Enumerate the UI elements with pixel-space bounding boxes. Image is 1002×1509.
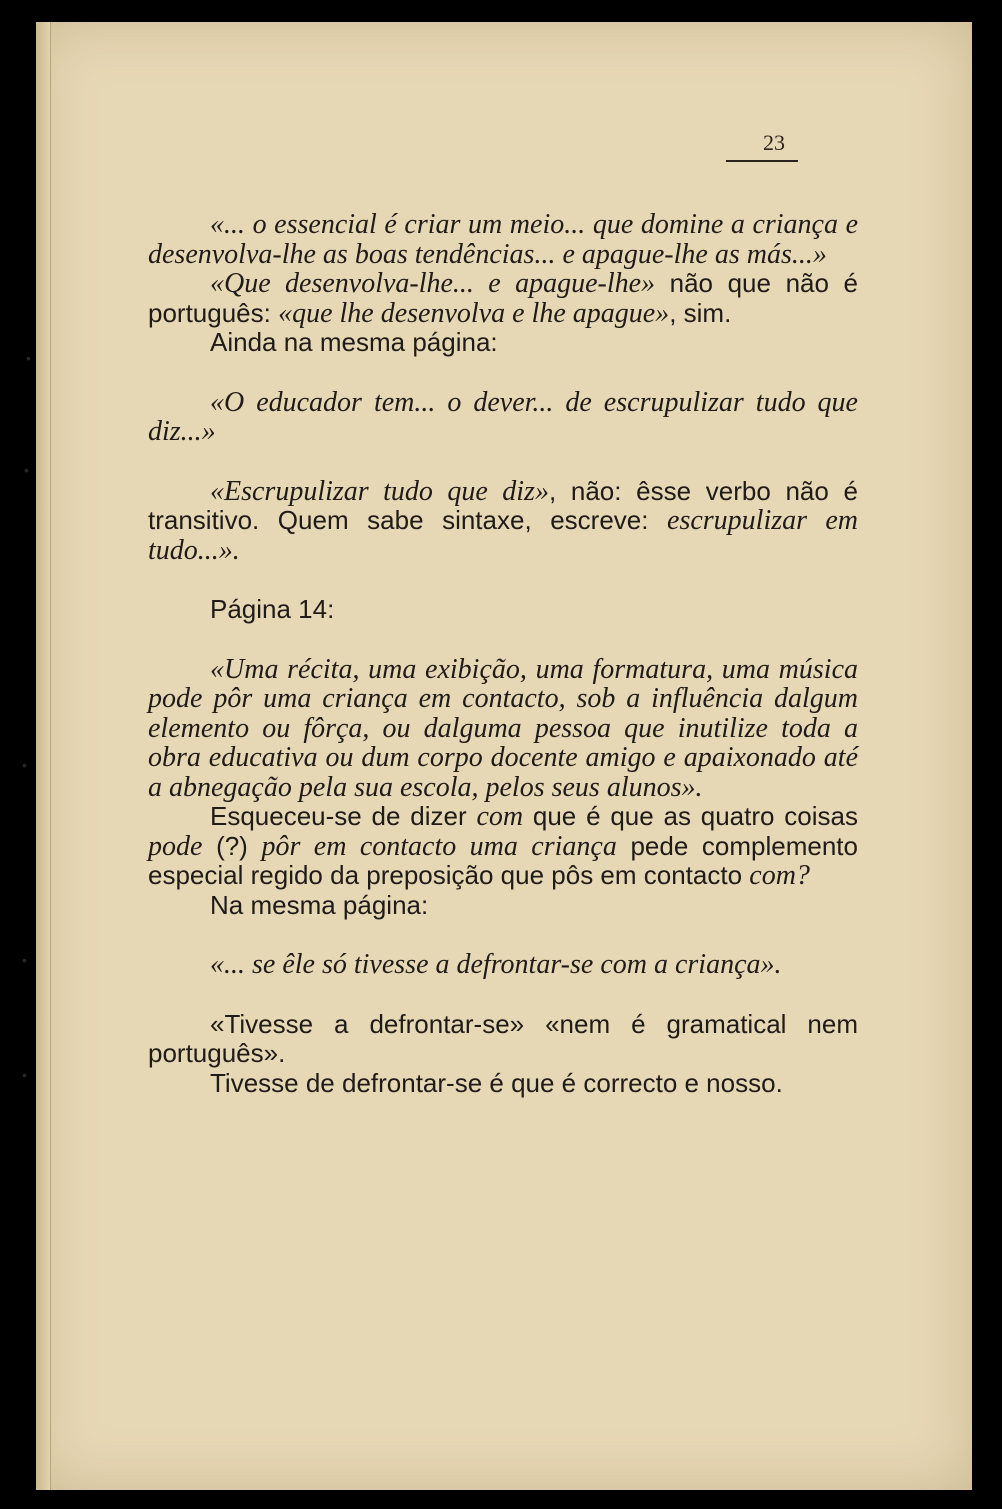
page-body-text	[148, 210, 858, 1098]
binding-dot: •	[24, 462, 29, 478]
paragraph	[148, 477, 858, 566]
text-run: Ainda na mesma página:	[210, 327, 498, 357]
text-run: não que não é português:	[148, 268, 858, 328]
italic-text-run: «Escrupulizar tudo que diz»	[210, 475, 549, 507]
text-run: «Tivesse a defrontar-se» «nem é gramatical nem português».	[148, 1008, 858, 1068]
book-page	[22, 22, 972, 1490]
text-run: , não: êsse verbo não é transitivo. Quem sabe sintaxe, escreve:	[148, 475, 859, 535]
page-number-rule	[726, 160, 798, 162]
paragraph	[148, 1069, 858, 1099]
paragraph	[148, 950, 858, 980]
binding-dot: •	[22, 952, 27, 968]
binding-dot: •	[22, 1067, 27, 1083]
text-run: que é que as quatro coisas	[523, 801, 858, 831]
text-run: Esqueceu-se de dizer	[210, 801, 477, 831]
italic-text-run: «Uma récita, uma exibição, uma formatura, uma música pode pôr uma criança em contacto, sob a influência dalgum elemento ou fôrça, ou dalguma pessoa que inutilize toda a obra educativa ou dum corpo docente amigo e apaixonado até a abnegação pela sua escola, pelos seus alunos».	[148, 653, 858, 803]
italic-text-run: «O educador tem... o dever... de escrupulizar tudo que diz...»	[148, 386, 858, 447]
italic-text-run: «que lhe desenvolva e lhe apague»	[278, 297, 670, 329]
italic-text-run: escrupulizar em tudo...».	[148, 505, 858, 566]
text-run: , sim.	[669, 297, 732, 328]
text-run: Página 14:	[210, 594, 335, 624]
text-run: Na mesma página:	[210, 889, 429, 920]
text-run: Tivesse de defrontar-se é que é correcto e nosso.	[210, 1067, 783, 1098]
italic-text-run: com?	[749, 860, 810, 891]
paragraph	[148, 595, 858, 625]
paragraph	[148, 388, 858, 447]
italic-text-run: «Que desenvolva-lhe... e apague-lhe»	[210, 268, 656, 299]
page-number: 23	[763, 130, 785, 155]
paragraph	[148, 891, 858, 921]
paragraph	[148, 802, 858, 891]
paragraph	[148, 269, 858, 328]
binding-dot: •	[26, 350, 31, 366]
paragraph	[148, 655, 858, 803]
paragraph	[148, 210, 858, 269]
italic-text-run: «... se êle só tivesse a defrontar-se com a criança».	[210, 949, 782, 980]
italic-text-run: pode	[148, 830, 203, 862]
italic-text-run: pôr em contacto uma criança	[261, 830, 617, 862]
paragraph	[148, 1010, 858, 1069]
italic-text-run: «... o essencial é criar um meio... que domine a criança e desenvolva-lhe as boas tendências... e apague-lhe as más...»	[148, 209, 858, 270]
italic-text-run: com	[476, 801, 524, 832]
page-gutter	[36, 22, 51, 1490]
paragraph	[148, 328, 858, 358]
binding-dot: •	[22, 757, 27, 773]
text-run: pede complemento especial regido da preposição que pôs em contacto	[148, 830, 858, 890]
text-run: (?)	[202, 830, 262, 861]
